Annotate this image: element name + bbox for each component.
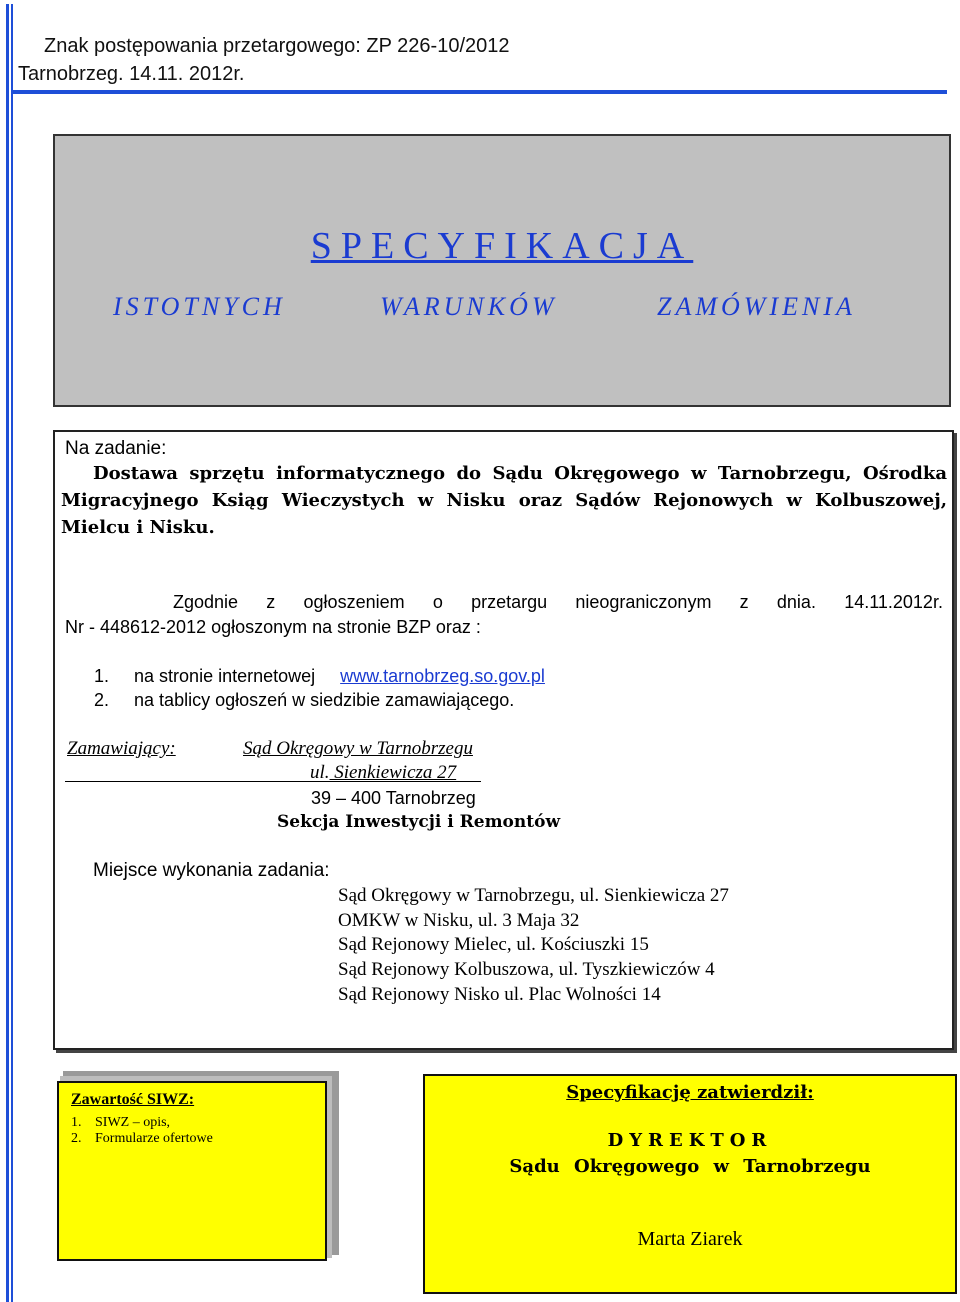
approval-title: Specyfikację zatwierdził: — [566, 1082, 814, 1103]
list-text: na tablicy ogłoszeń w siedzibie zamawiającego. — [134, 690, 515, 710]
list-text: Formularze ofertowe — [95, 1131, 213, 1146]
approver-organization: Sądu Okręgowego w Tarnobrzegu — [509, 1156, 871, 1177]
approver-name: Marta Ziarek — [637, 1228, 743, 1250]
subtitle-word-3: ZAMÓWIENIA — [657, 292, 856, 321]
list-item — [94, 666, 545, 687]
contents-box — [57, 1081, 327, 1261]
title-box — [53, 134, 951, 407]
left-margin-bar — [6, 4, 9, 1302]
ref-word: nieograniczonym — [575, 592, 712, 612]
zamawiajacy-name: Sąd Okręgowy w Tarnobrzegu — [243, 738, 473, 759]
list-item — [94, 690, 514, 711]
ref-word: z — [266, 592, 276, 612]
street-prefix: ul. — [310, 762, 330, 783]
case-number: Znak postępowania przetargowego: ZP 226-10/2012 — [44, 35, 510, 57]
list-number: 2. — [71, 1131, 82, 1146]
list-number: 1. — [71, 1115, 82, 1130]
task-description — [61, 460, 947, 541]
contents-heading: Zawartość SIWZ: — [71, 1091, 195, 1108]
task-line-3: Mielcu i Nisku. — [61, 517, 215, 538]
document-title: SPECYFIKACJA — [310, 225, 694, 267]
list-number: 1. — [94, 666, 110, 686]
subtitle-word-2: WARUNKÓW — [380, 292, 558, 321]
task-intro: Na zadanie: — [65, 438, 167, 459]
bzp-number: Nr - 448612-2012 ogłoszonym na stronie BZP oraz : — [65, 617, 481, 637]
tender-reference — [173, 592, 943, 613]
zamawiajacy-label: Zamawiający: — [67, 738, 176, 759]
list-text: SIWZ – opis, — [95, 1115, 171, 1130]
document-date: Tarnobrzeg. 14.11. 2012r. — [18, 63, 245, 85]
ref-word: przetargu — [471, 592, 548, 612]
list-text: na stronie internetowej — [134, 666, 316, 686]
list-number: 2. — [94, 690, 110, 710]
location-item: Sąd Rejonowy Nisko ul. Plac Wolności 14 — [338, 984, 661, 1005]
ref-word: Zgodnie — [173, 592, 239, 612]
list-item — [71, 1115, 170, 1131]
location-item: Sąd Okręgowy w Tarnobrzegu, ul. Sienkiewicza 27 — [338, 885, 729, 906]
location-item: Sąd Rejonowy Kolbuszowa, ul. Tyszkiewiczów 4 — [338, 959, 715, 980]
website-link[interactable]: www.tarnobrzeg.so.gov.pl — [340, 666, 545, 686]
street-name: Sienkiewicza 27 — [329, 762, 457, 783]
left-margin-bar-inner — [11, 4, 13, 1302]
ref-word: 14.11.2012r. — [844, 592, 943, 612]
section-name: Sekcja Inwestycji i Remontów — [277, 812, 561, 832]
location-item: Sąd Rejonowy Mielec, ul. Kościuszki 15 — [338, 934, 649, 955]
header-rule — [13, 90, 947, 94]
address-street — [310, 762, 456, 784]
location-item: OMKW w Nisku, ul. 3 Maja 32 — [338, 910, 580, 931]
main-info-box — [53, 430, 954, 1050]
task-line-1: Dostawa sprzętu informatycznego do Sądu Okręgowego w Tarnobrzegu, Ośrodka — [93, 463, 947, 484]
subtitle-word-1: ISTOTNYCH — [113, 292, 286, 321]
locations-label: Miejsce wykonania zadania: — [93, 860, 330, 881]
approval-box — [423, 1074, 957, 1294]
address-city: 39 – 400 Tarnobrzeg — [311, 788, 476, 808]
approver-role: DYREKTOR — [607, 1130, 773, 1151]
list-item — [71, 1131, 213, 1147]
task-line-2: Migracyjnego Ksiąg Wieczystych w Nisku oraz Sądów Rejonowych w Kolbuszowej, — [61, 490, 947, 511]
ref-word: z — [739, 592, 749, 612]
ref-word: dnia. — [776, 592, 816, 612]
ref-word: o — [432, 592, 443, 612]
ref-word: ogłoszeniem — [303, 592, 405, 612]
